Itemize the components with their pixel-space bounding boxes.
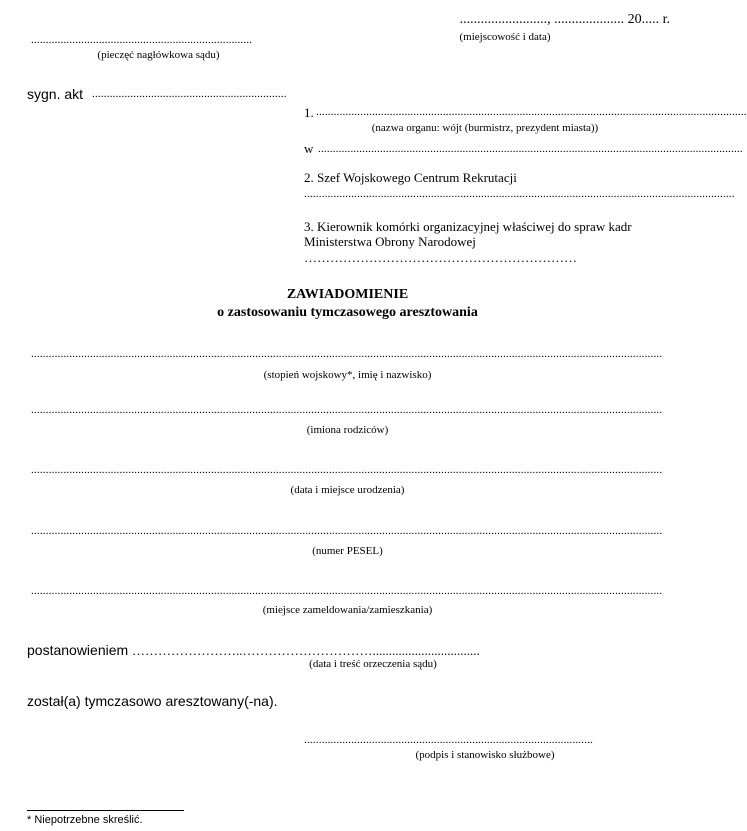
case-signature-field[interactable]: ..................................................................: [92, 88, 287, 100]
recipient-3-field[interactable]: ………………………………………………………: [304, 250, 577, 265]
case-signature-label: sygn. akt: [27, 86, 84, 102]
decision-label: postanowieniem: [27, 642, 129, 658]
caption-address: (miejsce zameldowania/zamieszkania): [262, 604, 433, 616]
recipient-1-field[interactable]: ..................................................................................................................................................: [316, 106, 747, 118]
signature-caption: (podpis i stanowisko służbowe): [415, 749, 555, 761]
footnote-rule: [27, 810, 184, 811]
field-rank-name[interactable]: ......................................................................................................................................................................................................................: [31, 348, 663, 360]
place-date-field[interactable]: ........................., .................... 20..... r.: [459, 12, 670, 27]
recipient-3-title-line1: 3. Kierownik komórki organizacyjnej właściwej do spraw kadr: [304, 219, 632, 234]
place-date-caption: (miejscowość i data): [459, 31, 551, 43]
recipient-1-location-label: w: [304, 141, 314, 156]
recipient-1-location-field[interactable]: ................................................................................................................................................: [318, 143, 743, 155]
recipient-1-number: 1.: [304, 105, 314, 120]
caption-pesel: (numer PESEL): [312, 545, 383, 557]
footnote: * Niepotrzebne skreślić.: [27, 814, 143, 826]
recipient-1-caption: (nazwa organu: wójt (burmistrz, prezydent miasta)): [371, 122, 599, 134]
field-birth-date-place[interactable]: ......................................................................................................................................................................................................................: [31, 464, 663, 476]
arrest-statement: został(a) tymczasowo aresztowany(-na).: [27, 693, 278, 709]
recipient-2-title: 2. Szef Wojskowego Centrum Rekrutacji: [304, 170, 517, 185]
decision-caption: (data i treść orzeczenia sądu): [309, 658, 437, 670]
recipient-3-title-line2: Ministerstwa Obrony Narodowej: [304, 234, 476, 249]
court-seal-field[interactable]: ...........................................................................: [31, 34, 253, 46]
field-address[interactable]: ......................................................................................................................................................................................................................: [31, 585, 663, 597]
document-title: ZAWIADOMIENIE: [286, 287, 409, 302]
caption-birth-date-place: (data i miejsce urodzenia): [290, 484, 405, 496]
caption-rank-name: (stopień wojskowy*, imię i nazwisko): [263, 369, 432, 381]
field-pesel[interactable]: ......................................................................................................................................................................................................................: [31, 525, 663, 537]
recipient-2-field[interactable]: ..................................................................................................................................................: [304, 188, 735, 200]
caption-parents-names: (imiona rodziców): [306, 424, 389, 436]
decision-field[interactable]: ……………………..………………………….................................: [132, 643, 480, 658]
signature-field[interactable]: ..................................................................................................: [304, 734, 594, 746]
document-subtitle: o zastosowaniu tymczasowego aresztowania: [217, 305, 478, 320]
field-parents-names[interactable]: ......................................................................................................................................................................................................................: [31, 404, 663, 416]
court-seal-caption: (pieczęć nagłówkowa sądu): [97, 49, 220, 61]
